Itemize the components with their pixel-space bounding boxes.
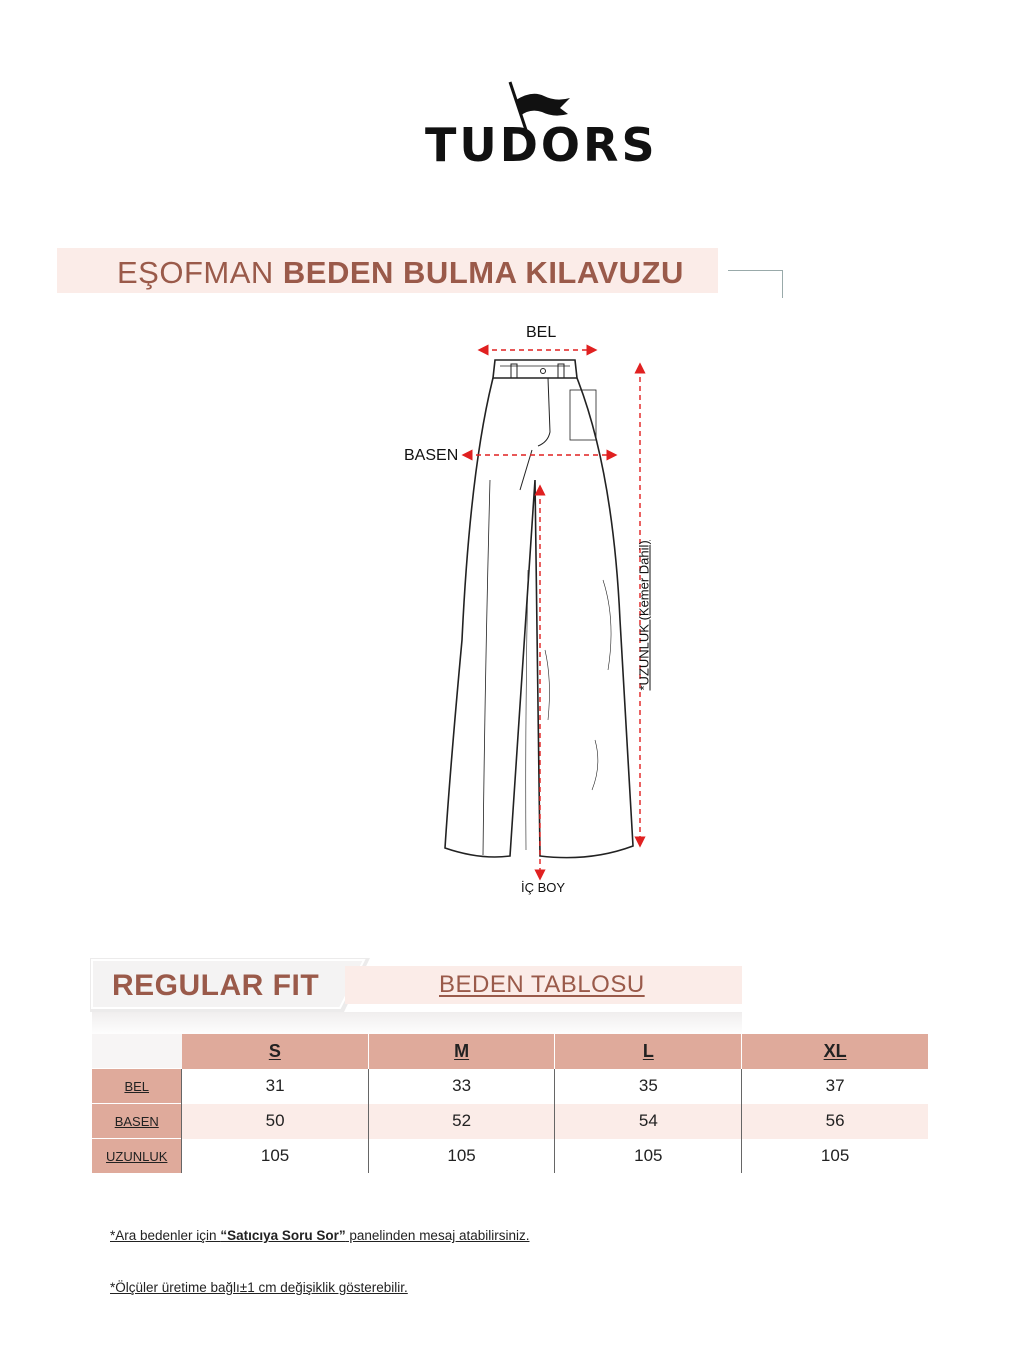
title-corner-decoration [728,270,783,298]
row-label-uzunluk: UZUNLUK [92,1139,182,1174]
table-cell: 50 [182,1104,368,1139]
table-cell: 54 [555,1104,742,1139]
table-cell: 105 [555,1139,742,1174]
row-label-basen: BASEN [92,1104,182,1139]
table-row [92,1139,928,1174]
page-title [117,255,684,291]
table-cell: 52 [368,1104,555,1139]
trousers-drawing [380,320,680,910]
row-label-bel: BEL [92,1069,182,1104]
size-header-xl: XL [742,1034,928,1069]
size-table-title: BEDEN TABLOSU [439,971,645,998]
table-cell: 33 [368,1069,555,1104]
size-header-s: S [182,1034,368,1069]
note1-bold: “Satıcıya Soru Sor” [220,1228,346,1243]
trousers-outline [445,360,633,858]
size-header-row [92,1034,928,1069]
size-header-l: L [555,1034,742,1069]
fit-name: REGULAR FIT [112,969,320,1002]
fit-tab [90,958,375,1012]
hip-label: BASEN [404,447,459,464]
table-row [92,1104,928,1139]
table-row [92,1069,928,1104]
note-tolerance: *Ölçüler üretime bağlı±1 cm değişiklik gösterebilir. [110,1280,408,1295]
size-table [92,1034,928,1173]
table-cell: 56 [742,1104,928,1139]
trousers-diagram [380,320,680,910]
header-shadow [92,1012,742,1036]
note1-prefix: *Ara bedenler için [110,1228,221,1243]
table-cell: 105 [742,1139,928,1174]
table-corner [92,1034,182,1069]
length-label: *UZUNLUK (Kemer Dahil) [636,540,652,691]
note-intermediate-sizes [110,1228,529,1243]
table-cell: 105 [182,1139,368,1174]
title-bold: BEDEN BULMA KILAVUZU [282,255,684,290]
table-cell: 37 [742,1069,928,1104]
brand-wordmark: TUDORS [425,118,658,172]
title-light: EŞOFMAN [117,255,274,290]
table-cell: 105 [368,1139,555,1174]
brand-logo [420,78,658,178]
title-banner [57,248,718,293]
inseam-label: İÇ BOY [521,880,566,895]
measurement-arrows [467,350,640,875]
table-cell: 35 [555,1069,742,1104]
table-cell: 31 [182,1069,368,1104]
note1-suffix: panelinden mesaj atabilirsiniz. [345,1228,530,1243]
waist-label: BEL [526,324,557,341]
size-header-m: M [368,1034,555,1069]
size-table-banner [345,966,742,1004]
